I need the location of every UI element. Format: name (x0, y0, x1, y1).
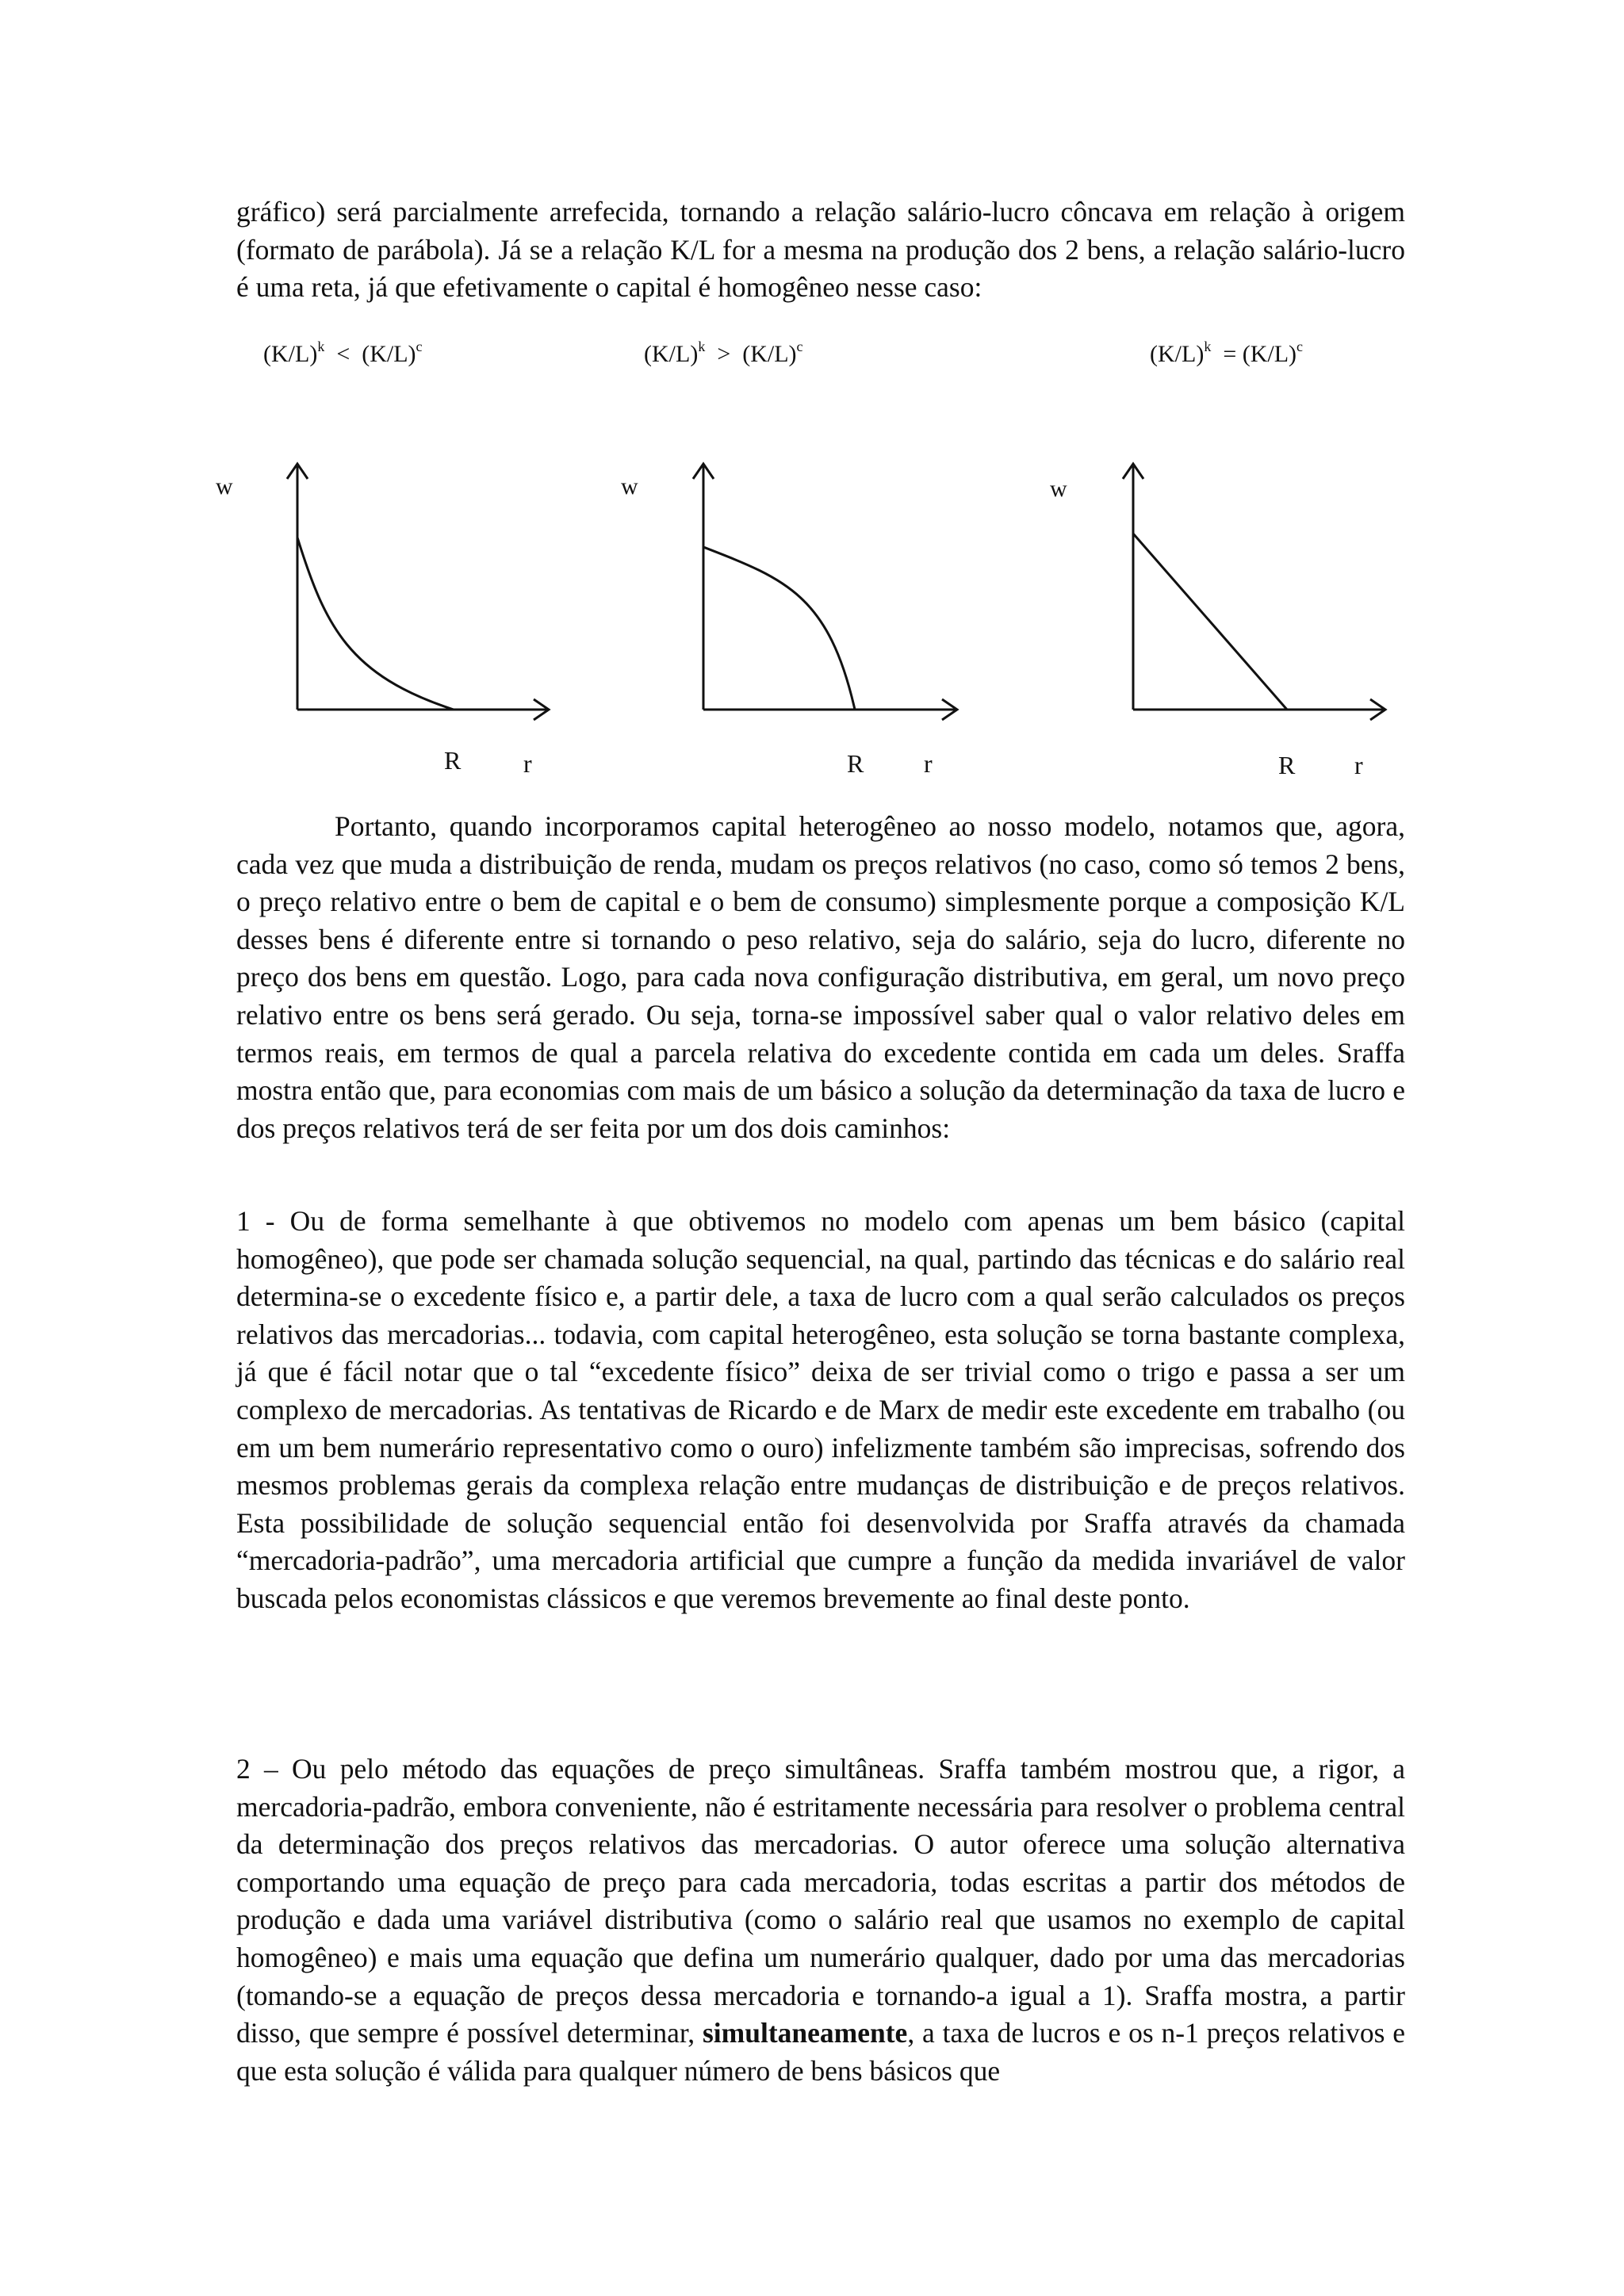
figure-1-kl-right: (K/L) (362, 341, 416, 367)
figure-1-plot (287, 464, 549, 720)
body-paragraph-2 (236, 1203, 1405, 1618)
body-paragraph-1 (236, 808, 1405, 1147)
figure-1-R-label: R (444, 746, 462, 775)
figure-3-R-label: R (1278, 751, 1296, 779)
figure-2-kl-left: (K/L) (644, 341, 699, 367)
intro-text: gráfico) será parcialmente arrefecida, tornando a relação salário-lucro côncava em relação à origem (formato de parábola). Já se a relação K/L for a mesma na produção dos 2 bens, a relação salário-lucro é uma reta, já que efetivamente o capital é homogêneo nesse caso: (236, 196, 1405, 304)
paragraph-3-text (236, 1751, 1405, 2090)
figure-3-plot (1123, 464, 1385, 720)
figure-3-kl-left: (K/L) (1150, 341, 1205, 367)
figure-2-sup-right: c (796, 339, 803, 354)
paragraph-3-before: 2 – Ou pelo método das equações de preço simultâneas. Sraffa também mostrou que, a rigor, a mercadoria-padrão, embora conveniente, não é estritamente necessária para resolver o problema central da determinação dos preços relativos das mercadorias. O autor oferece uma solução alternativa comportando uma equação de preço para cada mercadoria, todas escritas a partir dos métodos de produção e dada uma variável distributiva (como o salário real que usamos no exemplo de capital homogêneo) e mais uma equação que defina um numerário qualquer, dado por uma das mercadorias (tomando-se a equação de preços dessa mercadoria e tornando-a igual a 1). Sraffa mostra, a partir disso, que sempre é possível determinar, (236, 1753, 1405, 2049)
paragraph-2-text: 1 - Ou de forma semelhante à que obtivemos no modelo com apenas um bem básico (capital homogêneo), que pode ser chamada solução sequencial, na qual, partindo das técnicas e do salário real determina-se o excedente físico e, a partir dele, a taxa de lucro com a qual serão calculados os preços relativos das mercadorias... todavia, com capital heterogêneo, esta solução se torna bastante complexa, já que é fácil notar que o tal “excedente físico” deixa de ser trivial como o trigo e passa a ser um complexo de mercadorias. As tentativas de Ricardo e de Marx de medir este excedente em trabalho (ou em um bem numerário representativo como o ouro) infelizmente também são imprecisas, sofrendo dos mesmos problemas gerais da complexa relação entre mudanças de distribuição e de preços relativos. Esta possibilidade de solução sequencial então foi desenvolvida por Sraffa através da chamada “mercadoria-padrão”, uma mercadoria artificial que cumpre a função da medida invariável de valor buscada pelos economistas clássicos e que veremos brevemente ao final deste ponto. (236, 1205, 1405, 1614)
figure-2-curve (703, 547, 855, 710)
figure-3-sup-left: k (1204, 339, 1212, 354)
figure-3-operator: = (1223, 341, 1237, 367)
figure-2-kl-right: (K/L) (742, 341, 797, 367)
body-paragraph-3 (236, 1751, 1405, 2090)
figure-1-sup-right: c (416, 339, 423, 354)
figure-2-r-label: r (924, 749, 933, 778)
figure-2-R-label: R (847, 749, 864, 778)
figure-1-r-label: r (523, 749, 532, 778)
figure-3-kl-right: (K/L) (1242, 341, 1297, 367)
figure-2-operator: > (717, 341, 731, 367)
paragraph-1-text: Portanto, quando incorporamos capital heterogêneo ao nosso modelo, notamos que, agora, cada vez que muda a distribuição de renda, mudam os preços relativos (no caso, como só temos 2 bens, o preço relativo entre o bem de capital e o bem de consumo) simplesmente porque a composição K/L desses bens é diferente entre si tornando o peso relativo, seja do salário, seja do lucro, diferente no preço dos bens em questão. Logo, para cada nova configuração distributiva, em geral, um novo preço relativo entre os bens será gerado. Ou seja, torna-se impossível saber qual o valor relativo deles em termos reais, em termos de qual a parcela relativa do excedente contida em cada um deles. Sraffa mostra então que, para economias com mais de um básico a solução da determinação da taxa de lucro e dos preços relativos terá de ser feita por um dos dois caminhos: (236, 810, 1405, 1144)
figure-2-w-label: w (621, 473, 638, 499)
figure-2-plot (693, 464, 957, 720)
figure-3-r-label: r (1354, 751, 1363, 779)
figure-1-curve (297, 538, 454, 710)
figure-2-sup-left: k (698, 339, 706, 354)
figure-1-sup-left: k (317, 339, 325, 354)
paragraph-3-bold: simultaneamente (702, 2017, 908, 2049)
figure-3-sup-right: c (1297, 339, 1304, 354)
figure-1-operator: < (336, 341, 350, 367)
figure-1-w-label: w (216, 473, 233, 499)
figure-3-curve (1133, 534, 1287, 710)
paragraph-3-after: , a taxa de lucros e os n-1 preços relativos e que esta solução é válida para qualquer número de bens básicos que (236, 2017, 1405, 2087)
figure-1-kl-left: (K/L) (263, 341, 318, 367)
figure-3-w-label: w (1050, 476, 1067, 502)
wage-profit-figures (0, 0, 1624, 793)
